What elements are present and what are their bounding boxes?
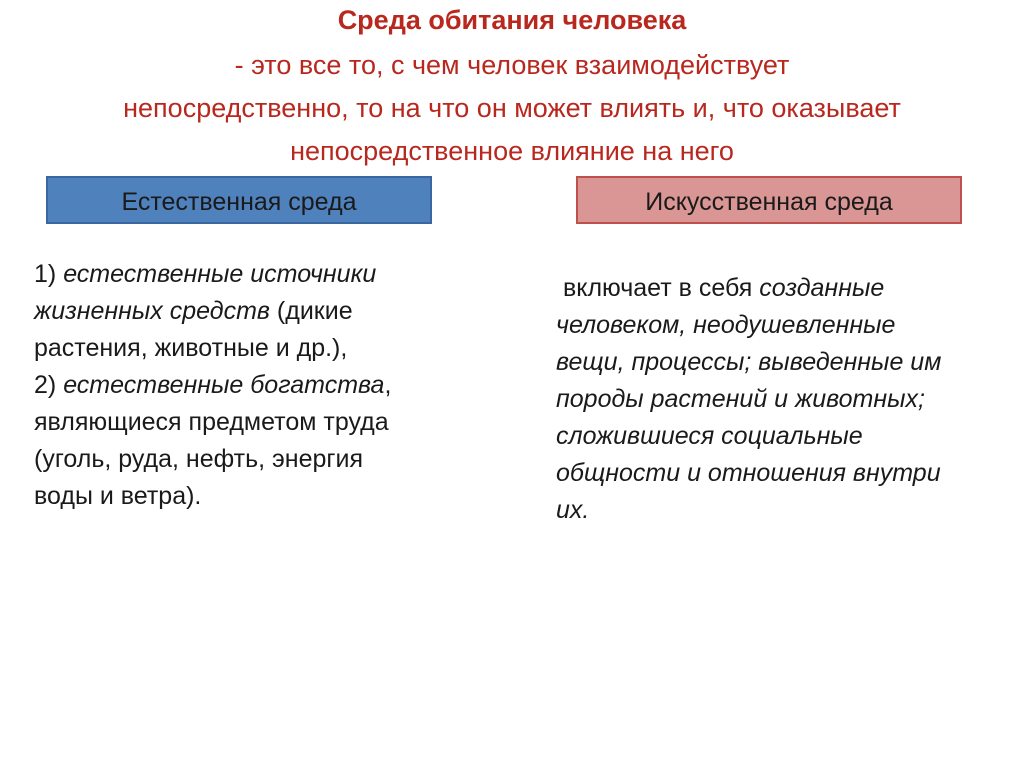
list-number: 1) bbox=[34, 260, 64, 288]
text-line: растения, животные и др.), bbox=[34, 334, 348, 362]
text-fragment: включает в себя bbox=[556, 274, 760, 302]
artificial-environment-description bbox=[556, 270, 1006, 529]
text-line: человеком, неодушевленные bbox=[556, 311, 896, 339]
text-line: сложившиеся социальные bbox=[556, 422, 863, 450]
text-line: вещи, процессы; выведенные им bbox=[556, 348, 942, 376]
text-line: воды и ветра). bbox=[34, 482, 202, 510]
text-line bbox=[34, 256, 454, 293]
natural-environment-description bbox=[34, 256, 454, 515]
text-line: (уголь, руда, нефть, энергия bbox=[34, 445, 364, 473]
slide-title: Среда обитания человека bbox=[337, 5, 687, 35]
italic-term: естественные богатства bbox=[63, 371, 385, 399]
subtitle-line: непосредственно, то на что он может влиять и, что оказывает bbox=[123, 93, 901, 123]
text-line: породы растений и животных; bbox=[556, 385, 925, 413]
text-fragment: , bbox=[384, 371, 392, 399]
text-line bbox=[556, 270, 1006, 307]
italic-term: созданные bbox=[759, 274, 885, 302]
subtitle-line: непосредственное влияние на него bbox=[290, 136, 734, 166]
slide-subtitle bbox=[30, 44, 994, 173]
artificial-environment-box: Искусственная среда bbox=[576, 176, 962, 224]
italic-term: жизненных средств bbox=[34, 297, 270, 325]
text-line: их. bbox=[556, 496, 590, 524]
text-line bbox=[34, 367, 454, 404]
natural-environment-box: Естественная среда bbox=[46, 176, 432, 224]
text-line bbox=[34, 293, 454, 330]
italic-term: естественные источники bbox=[63, 260, 377, 288]
text-line: общности и отношения внутри bbox=[556, 459, 941, 487]
text-fragment: (дикие bbox=[269, 297, 353, 325]
text-line: являющиеся предметом труда bbox=[34, 408, 389, 436]
subtitle-line: - это все то, с чем человек взаимодействует bbox=[234, 50, 790, 80]
list-number: 2) bbox=[34, 371, 64, 399]
